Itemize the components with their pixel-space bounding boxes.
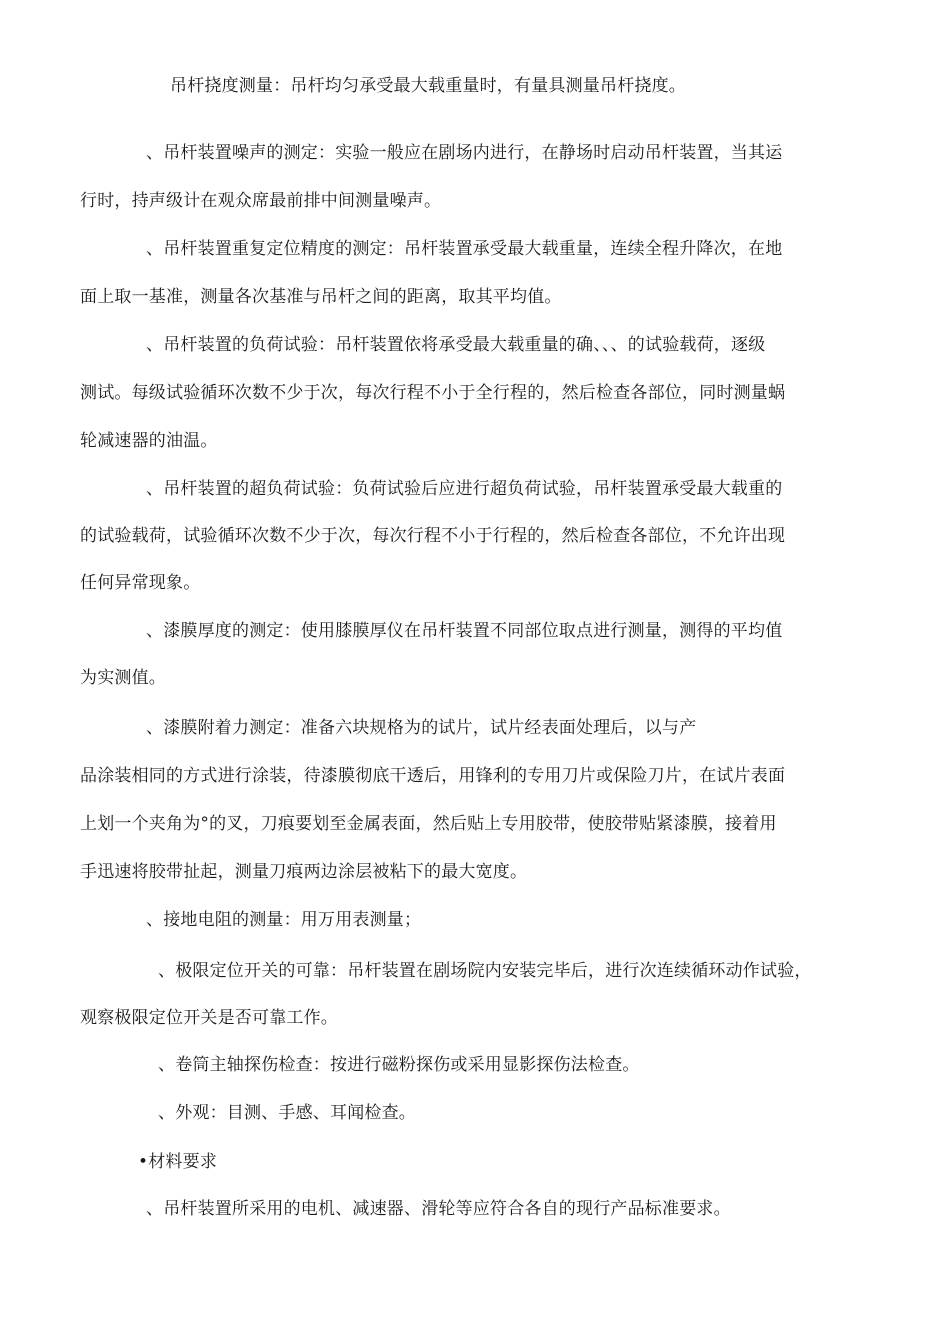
paragraph-load-test-line-1: 、吊杆装置的负荷试验：吊杆装置依将承受最大载重量的确、、、的试验载荷，逐级	[146, 335, 766, 355]
paragraph-noise-test-line-1: 、吊杆装置噪声的测定：实验一般应在剧场内进行，在静场时启动吊杆装置，当其运	[146, 143, 783, 163]
paragraph-spindle-flaw-detection: 、卷筒主轴探伤检查：按进行磁粉探伤或采用显影探伤法检查。	[158, 1055, 640, 1075]
paragraph-film-adhesion-line-1: 、漆膜附着力测定：准备六块规格为的试片，试片经表面处理后，以与产	[146, 718, 697, 738]
paragraph-material-standards: 、吊杆装置所采用的电机、减速器、滑轮等应符合各自的现行产品标准要求。	[146, 1199, 731, 1219]
paragraph-appearance-check: 、外观：目测、手感、耳闻检查。	[158, 1103, 416, 1123]
paragraph-film-thickness-line-2: 为实测值。	[80, 668, 166, 688]
paragraph-overload-test-line-1: 、吊杆装置的超负荷试验：负荷试验后应进行超负荷试验，吊杆装置承受最大载重的	[146, 479, 783, 499]
paragraph-positioning-accuracy-line-1: 、吊杆装置重复定位精度的测定：吊杆装置承受最大载重量，连续全程升降次，在地	[146, 239, 783, 259]
paragraph-overload-test-line-3: 任何异常现象。	[80, 573, 201, 593]
paragraph-limit-switch-line-2: 观察极限定位开关是否可靠工作。	[80, 1008, 338, 1028]
paragraph-film-adhesion-line-2: 品涂装相同的方式进行涂装，待漆膜彻底干透后，用锋利的专用刀片或保险刀片，在试片表面	[80, 766, 786, 786]
paragraph-load-test-line-2: 测试。每级试验循环次数不少于次，每次行程不小于全行程的，然后检查各部位，同时测量蜗	[80, 383, 786, 403]
paragraph-load-test-line-3: 轮减速器的油温。	[80, 431, 218, 451]
paragraph-overload-test-line-2: 的试验载荷，试验循环次数不少于次，每次行程不小于行程的，然后检查各部位，不允许出现	[80, 526, 786, 546]
paragraph-positioning-accuracy-line-2: 面上取一基准，测量各次基准与吊杆之间的距离，取其平均值。	[80, 287, 562, 307]
paragraph-film-adhesion-line-3: 上划一个夹角为°的叉，刀痕要划至金属表面，然后贴上专用胶带，使胶带贴紧漆膜，接着用	[80, 814, 777, 834]
paragraph-ground-resistance: 、接地电阻的测量：用万用表测量；	[146, 910, 422, 930]
paragraph-film-adhesion-line-4: 手迅速将胶带扯起，测量刀痕两边涂层被粘下的最大宽度。	[80, 862, 528, 882]
paragraph-limit-switch-line-1: 、极限定位开关的可靠：吊杆装置在剧场院内安装完毕后，进行次连续循环动作试验，	[158, 961, 812, 981]
paragraph-film-thickness-line-1: 、漆膜厚度的测定：使用膝膜厚仪在吊杆装置不同部位取点进行测量，测得的平均值	[146, 621, 783, 641]
section-heading-material-requirements: •材料要求	[138, 1152, 218, 1172]
paragraph-deflection-measurement: 吊杆挠度测量：吊杆均匀承受最大载重量时，有量具测量吊杆挠度。	[170, 76, 686, 96]
paragraph-noise-test-line-2: 行时，持声级计在观众席最前排中间测量噪声。	[80, 191, 442, 211]
